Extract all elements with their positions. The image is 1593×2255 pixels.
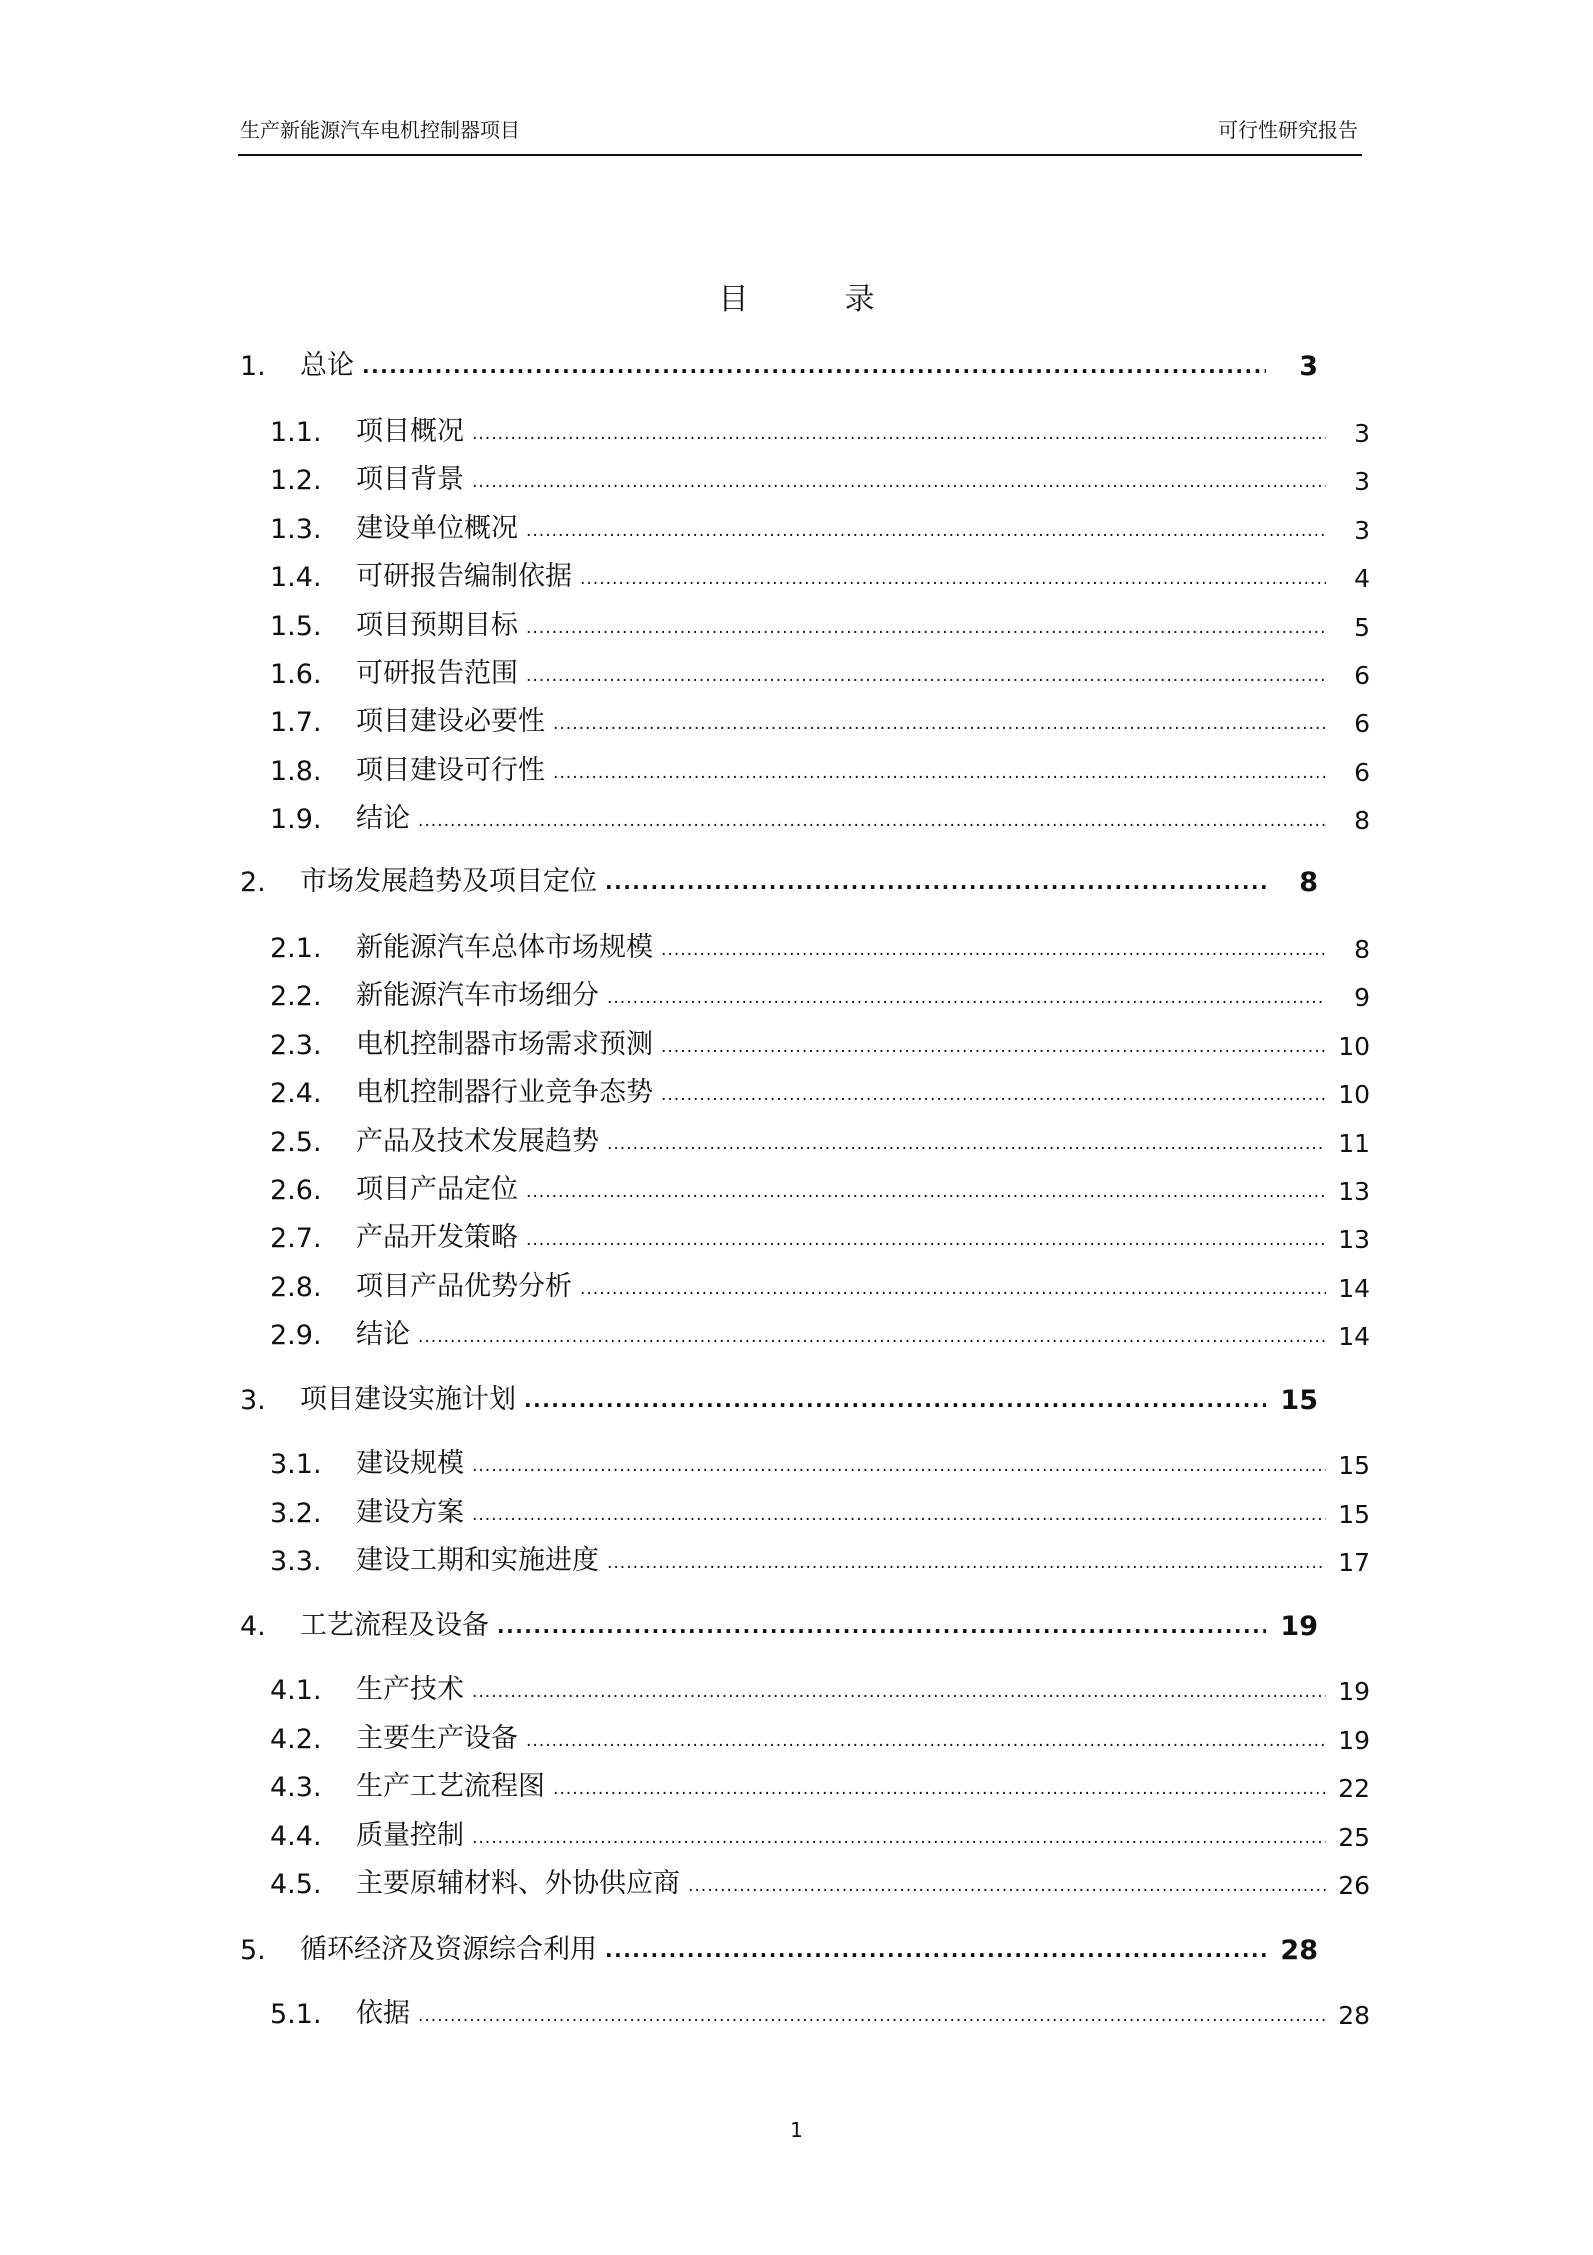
toc-dot-leader	[526, 519, 1326, 539]
toc-chapter-entry[interactable]	[240, 346, 1318, 382]
toc-dot-leader	[418, 1325, 1326, 1345]
toc-entry-number: 5.	[240, 1935, 266, 1966]
toc-section-entry[interactable]	[270, 1267, 1370, 1303]
toc-section-entry[interactable]	[270, 1816, 1370, 1852]
page-number: 1	[790, 2118, 803, 2142]
toc-entry-label: 项目产品优势分析	[356, 1271, 572, 1302]
toc-entry-label: 生产工艺流程图	[356, 1771, 545, 1802]
toc-entry-page: 8	[1354, 806, 1370, 835]
toc-entry-label: 产品及技术发展趋势	[356, 1126, 599, 1157]
toc-entry-page: 8	[1354, 935, 1370, 964]
toc-dot-leader	[526, 1228, 1326, 1248]
toc-entry-page: 9	[1354, 983, 1370, 1012]
toc-section-entry[interactable]	[270, 1025, 1370, 1061]
toc-dot-leader	[553, 712, 1326, 732]
toc-entry-label: 项目产品定位	[356, 1174, 518, 1205]
toc-title	[0, 274, 1593, 318]
toc-entry-number: 1.3.	[270, 514, 322, 545]
toc-entry-number: 4.4.	[270, 1821, 322, 1852]
toc-dot-leader	[472, 1454, 1326, 1474]
toc-section-entry[interactable]	[270, 702, 1370, 738]
toc-entry-label: 电机控制器行业竞争态势	[356, 1077, 653, 1108]
toc-entry-page: 25	[1338, 1823, 1370, 1852]
toc-title-char: 目	[718, 282, 749, 317]
toc-section-entry[interactable]	[270, 1122, 1370, 1158]
toc-entry-page: 17	[1338, 1548, 1370, 1577]
toc-entry-label: 生产技术	[356, 1674, 464, 1705]
toc-dot-leader	[553, 761, 1326, 781]
toc-section-entry[interactable]	[270, 1719, 1370, 1755]
toc-entry-label: 主要生产设备	[356, 1723, 518, 1754]
toc-entry-label: 项目建设必要性	[356, 706, 545, 737]
toc-section-entry[interactable]	[270, 1444, 1370, 1480]
toc-section-entry[interactable]	[270, 928, 1370, 964]
toc-entry-page: 6	[1354, 758, 1370, 787]
toc-entry-label: 项目建设实施计划	[300, 1384, 516, 1415]
toc-entry-label: 产品开发策略	[356, 1222, 518, 1253]
toc-entry-page: 6	[1354, 709, 1370, 738]
toc-entry-number: 2.5.	[270, 1127, 322, 1158]
toc-entry-page: 3	[1354, 516, 1370, 545]
toc-section-entry[interactable]	[270, 1767, 1370, 1803]
toc-entry-page: 28	[1280, 1935, 1318, 1966]
toc-entry-page: 19	[1338, 1726, 1370, 1755]
toc-entry-label: 项目背景	[356, 464, 464, 495]
toc-entry-label: 项目概况	[356, 416, 464, 447]
toc-entry-page: 10	[1338, 1080, 1370, 1109]
toc-entry-label: 建设单位概况	[356, 513, 518, 544]
toc-entry-page: 15	[1280, 1385, 1318, 1416]
toc-entry-page: 26	[1338, 1871, 1370, 1900]
toc-entry-label: 电机控制器市场需求预测	[356, 1029, 653, 1060]
toc-dot-leader	[526, 1180, 1326, 1200]
toc-entry-page: 19	[1280, 1611, 1318, 1642]
toc-entry-number: 3.2.	[270, 1498, 322, 1529]
toc-entry-number: 5.1.	[270, 1999, 322, 2030]
toc-entry-number: 2.	[240, 867, 266, 898]
toc-dot-leader	[661, 1083, 1326, 1103]
toc-section-entry[interactable]	[270, 1670, 1370, 1706]
toc-entry-label: 质量控制	[356, 1820, 464, 1851]
toc-entry-label: 项目建设可行性	[356, 755, 545, 786]
toc-entry-number: 1.2.	[270, 465, 322, 496]
toc-section-entry[interactable]	[270, 460, 1370, 496]
toc-entry-label: 结论	[356, 803, 410, 834]
toc-section-entry[interactable]	[270, 557, 1370, 593]
toc-section-entry[interactable]	[270, 1073, 1370, 1109]
toc-entry-number: 2.6.	[270, 1175, 322, 1206]
toc-entry-page: 3	[1354, 467, 1370, 496]
toc-entry-number: 4.	[240, 1611, 266, 1642]
toc-entry-number: 4.2.	[270, 1724, 322, 1755]
toc-chapter-entry[interactable]	[240, 1930, 1318, 1966]
toc-dot-leader	[418, 809, 1326, 829]
toc-entry-number: 3.	[240, 1385, 266, 1416]
toc-entry-page: 15	[1338, 1500, 1370, 1529]
toc-entry-number: 2.8.	[270, 1272, 322, 1303]
toc-dot-leader	[497, 1616, 1266, 1636]
toc-entry-page: 14	[1338, 1322, 1370, 1351]
toc-section-entry[interactable]	[270, 1864, 1370, 1900]
toc-section-entry[interactable]	[270, 1493, 1370, 1529]
toc-dot-leader	[580, 567, 1326, 587]
toc-section-entry[interactable]	[270, 799, 1370, 835]
toc-entry-page: 3	[1354, 419, 1370, 448]
toc-entry-number: 4.5.	[270, 1869, 322, 1900]
toc-dot-leader	[362, 356, 1266, 376]
toc-section-entry[interactable]	[270, 412, 1370, 448]
toc-section-entry[interactable]	[270, 1541, 1370, 1577]
toc-entry-number: 2.7.	[270, 1223, 322, 1254]
toc-chapter-entry[interactable]	[240, 1380, 1318, 1416]
toc-entry-page: 5	[1354, 613, 1370, 642]
toc-section-entry[interactable]	[270, 1218, 1370, 1254]
toc-entry-number: 1.1.	[270, 417, 322, 448]
toc-dot-leader	[661, 1035, 1326, 1055]
toc-section-entry[interactable]	[270, 751, 1370, 787]
toc-entry-label: 建设方案	[356, 1497, 464, 1528]
toc-dot-leader	[607, 986, 1326, 1006]
toc-entry-page: 13	[1338, 1177, 1370, 1206]
toc-section-entry[interactable]	[270, 654, 1370, 690]
header-report-type: 可行性研究报告	[1218, 118, 1358, 142]
toc-entry-label: 总论	[300, 350, 354, 381]
toc-dot-leader	[661, 938, 1326, 958]
toc-chapter-entry[interactable]	[240, 862, 1318, 898]
toc-entry-number: 4.1.	[270, 1675, 322, 1706]
toc-entry-page: 13	[1338, 1225, 1370, 1254]
toc-entry-page: 10	[1338, 1032, 1370, 1061]
toc-dot-leader	[605, 872, 1266, 892]
toc-entry-label: 结论	[356, 1319, 410, 1350]
toc-entry-label: 建设工期和实施进度	[356, 1545, 599, 1576]
toc-section-entry[interactable]	[270, 1994, 1370, 2030]
toc-entry-page: 3	[1299, 351, 1318, 382]
toc-entry-page: 11	[1338, 1129, 1370, 1158]
toc-dot-leader	[605, 1940, 1266, 1960]
toc-dot-leader	[472, 470, 1326, 490]
toc-entry-label: 可研报告范围	[356, 658, 518, 689]
toc-section-entry[interactable]	[270, 1170, 1370, 1206]
header-project-name: 生产新能源汽车电机控制器项目	[240, 118, 520, 142]
toc-entry-number: 2.4.	[270, 1078, 322, 1109]
toc-dot-leader	[472, 1680, 1326, 1700]
toc-dot-leader	[472, 1826, 1326, 1846]
toc-chapter-entry[interactable]	[240, 1606, 1318, 1642]
toc-title-char: 录	[844, 282, 875, 317]
toc-entry-page: 22	[1338, 1774, 1370, 1803]
toc-entry-number: 1.9.	[270, 804, 322, 835]
toc-dot-leader	[688, 1874, 1326, 1894]
toc-entry-label: 循环经济及资源综合利用	[300, 1934, 597, 1965]
toc-entry-label: 项目预期目标	[356, 610, 518, 641]
toc-entry-label: 可研报告编制依据	[356, 561, 572, 592]
toc-entry-label: 工艺流程及设备	[300, 1610, 489, 1641]
toc-section-entry[interactable]	[270, 606, 1370, 642]
toc-entry-page: 28	[1338, 2001, 1370, 2030]
toc-entry-number: 2.2.	[270, 981, 322, 1012]
toc-entry-label: 主要原辅材料、外协供应商	[356, 1868, 680, 1899]
toc-entry-number: 1.7.	[270, 707, 322, 738]
toc-entry-number: 3.1.	[270, 1449, 322, 1480]
toc-dot-leader	[472, 422, 1326, 442]
toc-entry-label: 新能源汽车总体市场规模	[356, 932, 653, 963]
toc-entry-page: 6	[1354, 661, 1370, 690]
toc-section-entry[interactable]	[270, 976, 1370, 1012]
toc-entry-number: 1.6.	[270, 659, 322, 690]
toc-dot-leader	[526, 616, 1326, 636]
toc-dot-leader	[526, 664, 1326, 684]
toc-dot-leader	[472, 1503, 1326, 1523]
toc-section-entry[interactable]	[270, 509, 1370, 545]
toc-entry-number: 1.8.	[270, 756, 322, 787]
toc-entry-label: 建设规模	[356, 1448, 464, 1479]
toc-entry-number: 4.3.	[270, 1772, 322, 1803]
toc-dot-leader	[524, 1390, 1266, 1410]
toc-entry-number: 3.3.	[270, 1546, 322, 1577]
toc-entry-number: 2.1.	[270, 933, 322, 964]
toc-entry-number: 2.9.	[270, 1320, 322, 1351]
toc-entry-number: 1.4.	[270, 562, 322, 593]
toc-entry-number: 1.	[240, 351, 266, 382]
toc-section-entry[interactable]	[270, 1315, 1370, 1351]
toc-entry-label: 新能源汽车市场细分	[356, 980, 599, 1011]
toc-entry-page: 14	[1338, 1274, 1370, 1303]
toc-dot-leader	[418, 2004, 1326, 2024]
toc-dot-leader	[553, 1777, 1326, 1797]
header-rule	[238, 154, 1362, 156]
toc-entry-label: 市场发展趋势及项目定位	[300, 866, 597, 897]
toc-entry-page: 19	[1338, 1677, 1370, 1706]
toc-entry-page: 15	[1338, 1451, 1370, 1480]
toc-dot-leader	[526, 1729, 1326, 1749]
toc-entry-page: 8	[1299, 867, 1318, 898]
toc-entry-number: 2.3.	[270, 1030, 322, 1061]
toc-entry-label: 依据	[356, 1998, 410, 2029]
toc-entry-number: 1.5.	[270, 611, 322, 642]
toc-dot-leader	[607, 1132, 1326, 1152]
toc-dot-leader	[607, 1551, 1326, 1571]
toc-dot-leader	[580, 1277, 1326, 1297]
toc-entry-page: 4	[1354, 564, 1370, 593]
